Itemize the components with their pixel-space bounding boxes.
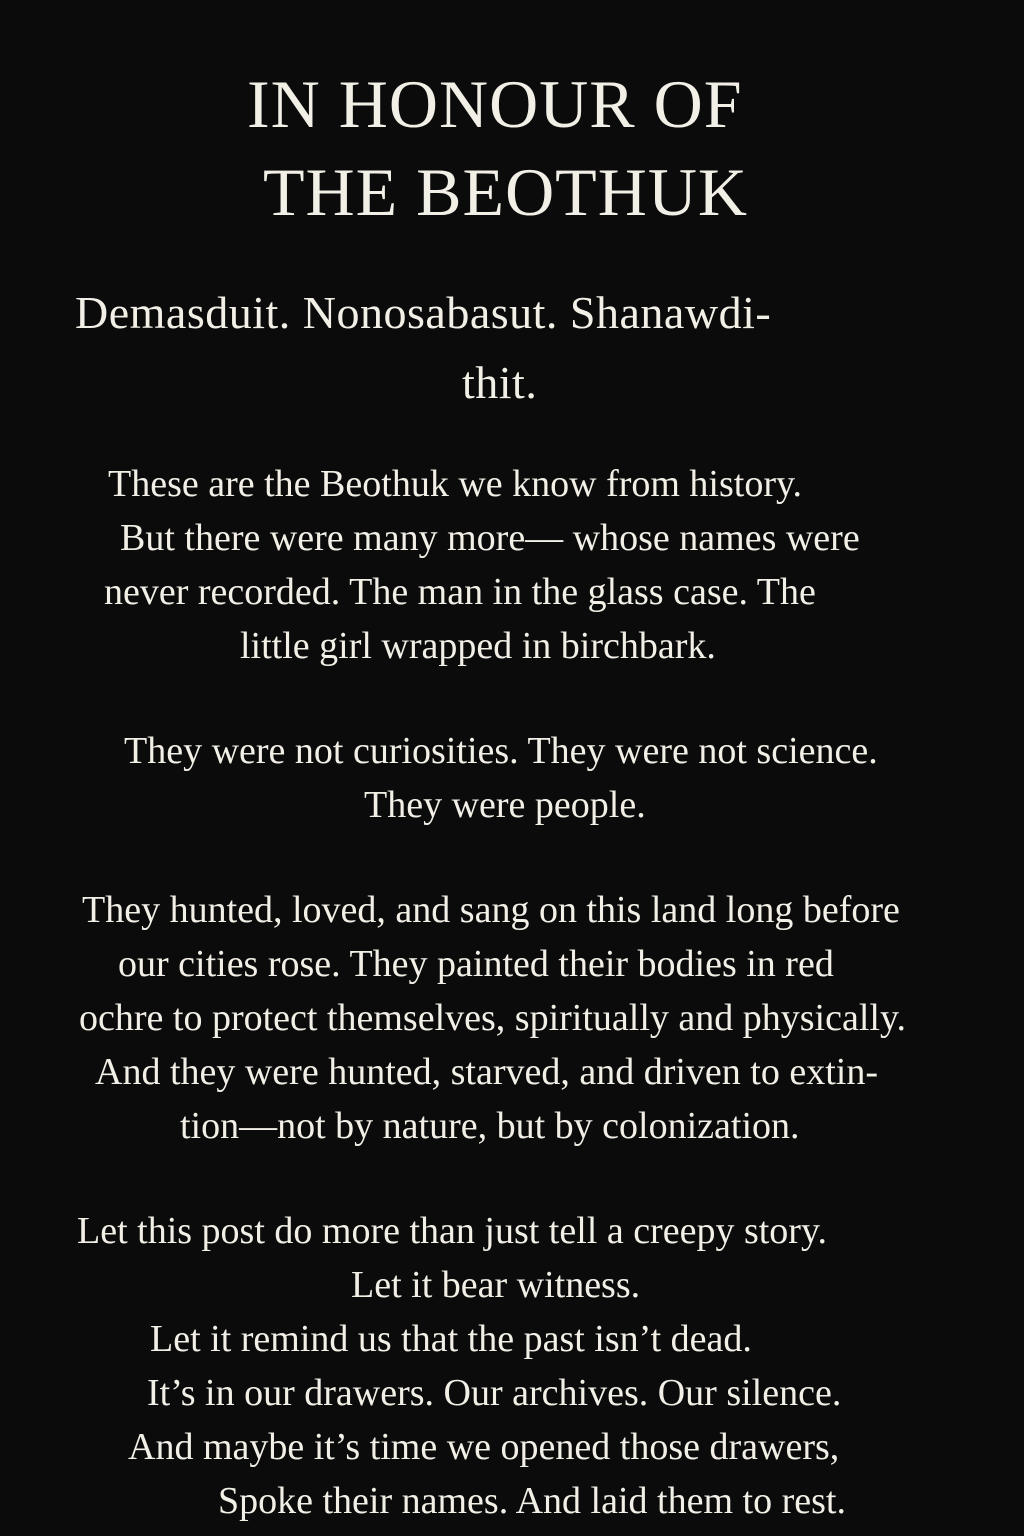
paragraph3-line: And they were hunted, starved, and driven to extin- [95, 1051, 878, 1093]
paragraph1-line: These are the Beothuk we know from history. [108, 463, 803, 505]
names-line-1: Demasduit. Nonosabasut. Shanawdi- [75, 287, 772, 338]
paragraph1-line: But there were many more— whose names were [120, 517, 860, 559]
paragraph4-line: It’s in our drawers. Our archives. Our silence. [147, 1372, 842, 1414]
paragraph4-line: And maybe it’s time we opened those drawers, [128, 1426, 840, 1468]
paragraph1-line: little girl wrapped in birchbark. [240, 625, 716, 667]
paragraph4-line: Let it bear witness. [351, 1264, 641, 1306]
paragraph3-line: tion—not by nature, but by colonization. [180, 1105, 800, 1147]
paragraph2-line: They were not curiosities. They were not science. [124, 730, 878, 772]
paragraph3-line: They hunted, loved, and sang on this land long before [82, 889, 900, 931]
paragraph4-line: Let this post do more than just tell a creepy story. [77, 1210, 827, 1252]
title-line-2: THE BEOTHUK [263, 154, 749, 230]
paragraph3-line: our cities rose. They painted their bodies in red [118, 943, 834, 985]
paragraph3-line: ochre to protect themselves, spiritually and physically. [79, 997, 906, 1039]
title-line-1: IN HONOUR OF [247, 66, 743, 142]
paragraph4-line: Let it remind us that the past isn’t dead. [150, 1318, 752, 1360]
paragraph1-line: never recorded. The man in the glass case. The [104, 571, 816, 613]
names-line-2: thit. [462, 357, 538, 408]
paragraph2-line: They were people. [364, 784, 646, 826]
paragraph4-line: Spoke their names. And laid them to rest. [218, 1480, 846, 1522]
